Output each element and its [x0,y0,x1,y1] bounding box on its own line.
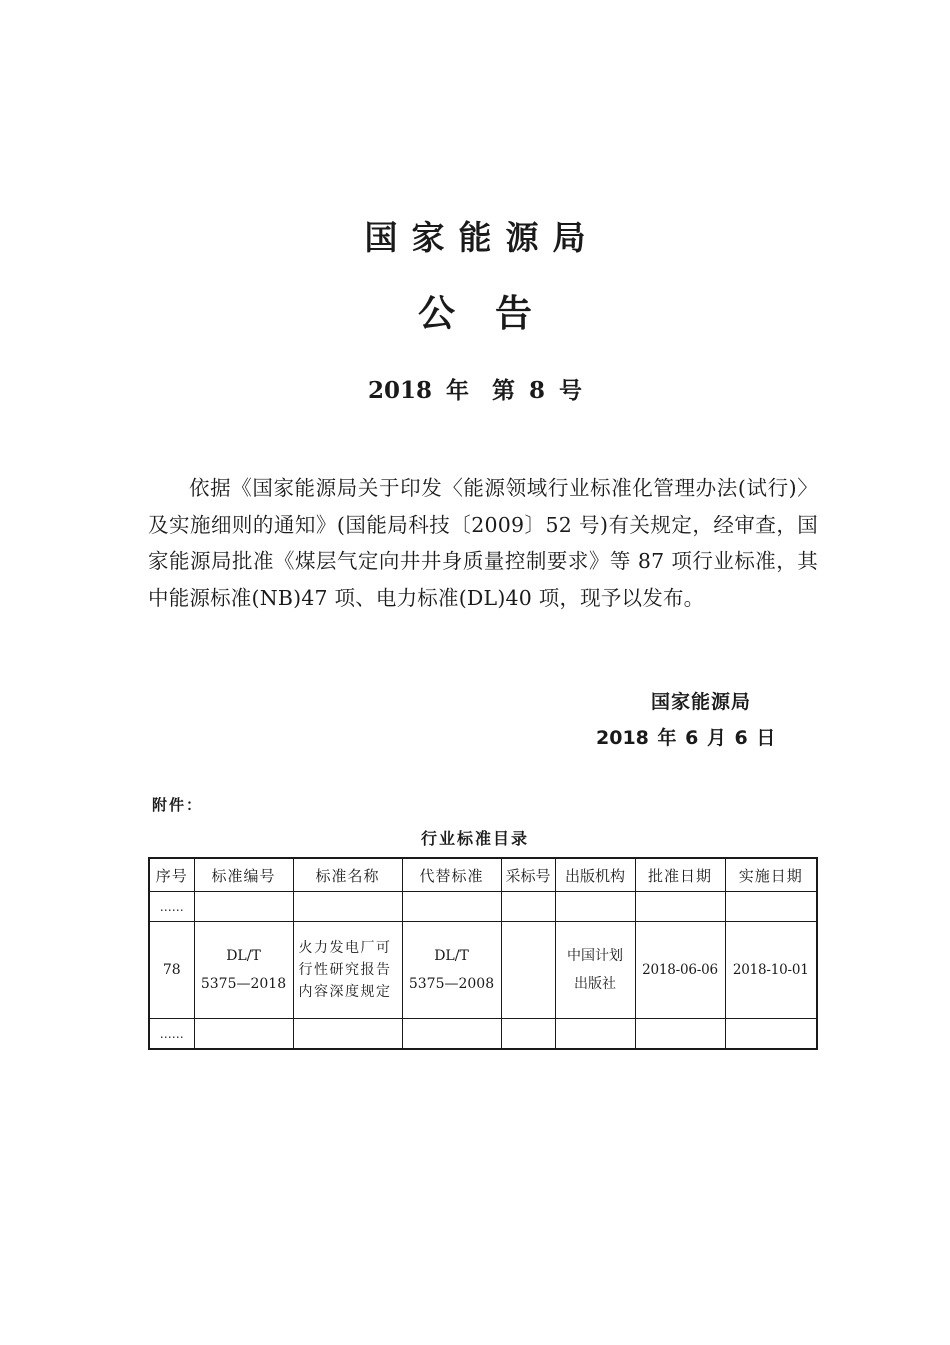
doc-type-title: 公告 [418,292,572,335]
table-header-row [149,858,817,892]
col-header-effective-date: 实施日期 [725,858,817,892]
signature-org: 国家能源局 [651,691,752,713]
cell-replaces-line1: DL/T [434,948,469,964]
ellipsis-cell: …… [149,1019,194,1050]
col-header-adopted-no: 采标号 [501,858,555,892]
cell-std-no-line2: 5375—2018 [200,976,287,992]
table-title: 行业标准目录 [420,829,529,848]
table-row [149,1019,817,1050]
cell-std-no-line1: DL/T [226,948,261,964]
col-header-std-no: 标准编号 [194,858,293,892]
standards-table [148,857,818,1050]
cell-publisher [555,922,635,1019]
cell-seq: 78 [149,922,194,1019]
table-row [149,922,817,1019]
cell-publisher-line1: 中国计划 [567,948,623,964]
doc-number: 2018 年 第 8 号 [367,377,583,404]
cell-replaces-line2: 5375—2008 [408,976,495,992]
cell-std-no [194,922,293,1019]
announcement-body: 依据《国家能源局关于印发〈能源领域行业标准化管理办法(试行)〉及实施细则的通知》(国能局科技〔2009〕52 号)有关规定，经审查，国家能源局批准《煤层气定向井井身质量控制要求》等 87 项行业标准，其中能源标准(NB)47 项、电力标准(DL)40 项，现予以发布。 [148,476,818,610]
cell-effective-date: 2018-10-01 [725,922,817,1019]
col-header-publisher: 出版机构 [555,858,635,892]
cell-std-name: 火力发电厂可行性研究报告内容深度规定 [293,922,402,1019]
cell-replaces [402,922,501,1019]
signature-date: 2018 年 6 月 6 日 [596,727,776,749]
col-header-std-name: 标准名称 [293,858,402,892]
col-header-approve-date: 批准日期 [635,858,725,892]
ellipsis-cell: …… [149,892,194,922]
col-header-replaces: 代替标准 [402,858,501,892]
table-row [149,892,817,922]
org-title: 国家能源局 [364,218,600,257]
cell-adopted-no [501,922,555,1019]
cell-approve-date: 2018-06-06 [635,922,725,1019]
col-header-seq: 序号 [149,858,194,892]
cell-publisher-line2: 出版社 [574,976,616,992]
attachment-label: 附件： [152,796,204,814]
